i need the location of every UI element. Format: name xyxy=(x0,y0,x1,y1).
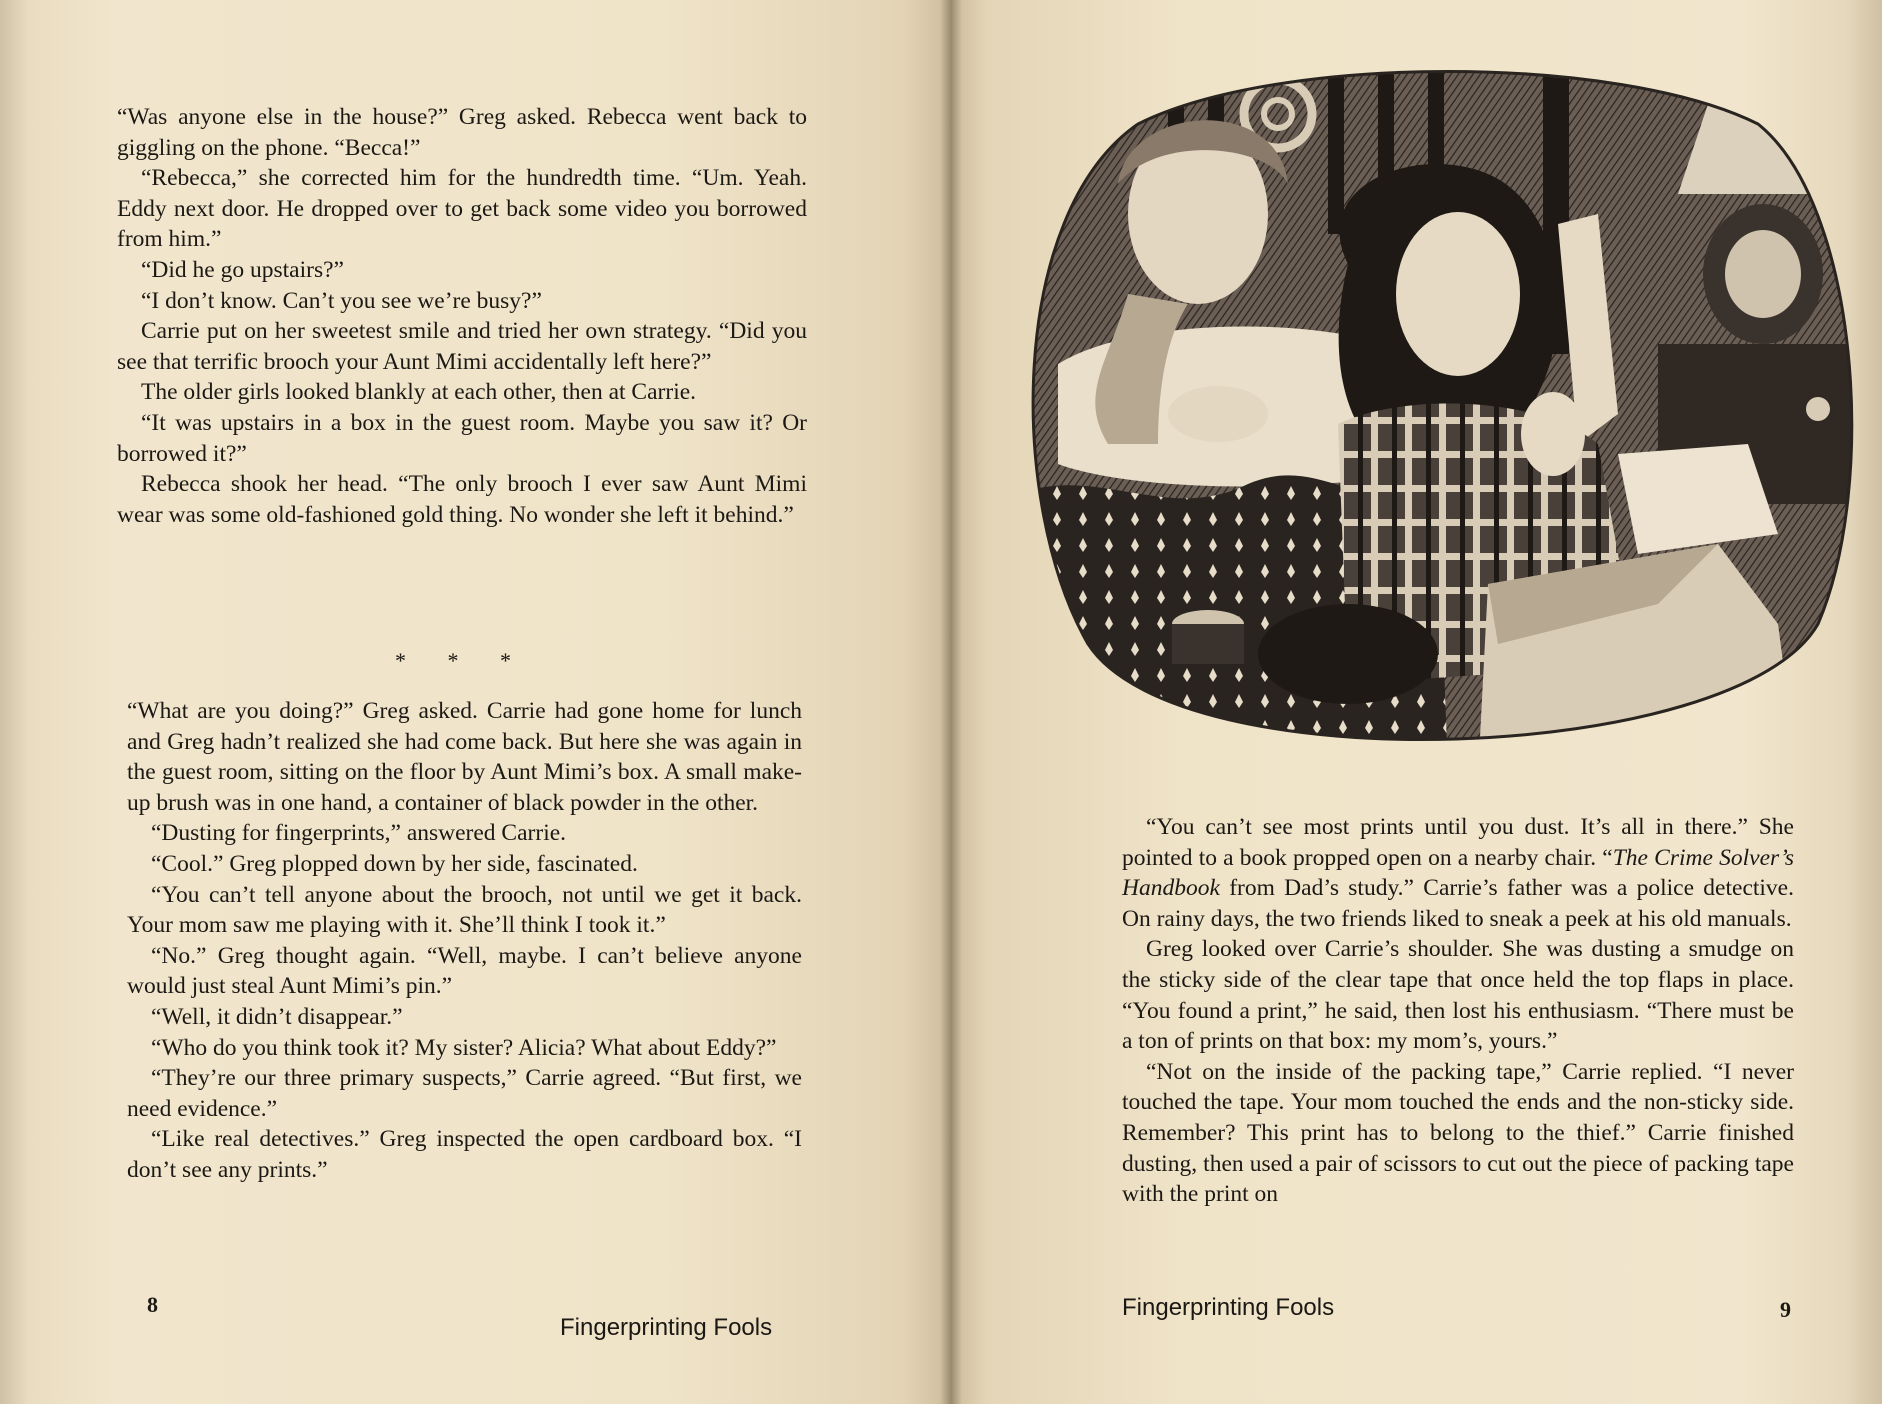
paragraph: “I don’t know. Can’t you see we’re busy?” xyxy=(141,287,542,314)
paragraph: “It was upstairs in a box in the guest room. Maybe you saw it? Or borrowed it?” xyxy=(117,409,807,467)
illustration xyxy=(1018,64,1864,776)
book-title: The Crime Solver’s Handbook xyxy=(1122,844,1794,902)
paragraph: “Cool.” Greg plopped down by her side, fascinated. xyxy=(151,850,638,877)
paragraph: “No.” Greg thought again. “Well, maybe. I can’t believe anyone would just steal Aunt Mimi’s pin.” xyxy=(127,942,802,1000)
paragraph: Greg looked over Carrie’s shoulder. She was dusting a smudge on the sticky side of the clear tape that once held the top flaps in place. “You found a print,” he said, then lost his enthusiasm. “There must be a ton of prints on that box: my mom’s, yours.” xyxy=(1122,936,1794,1055)
paragraph: “Did he go upstairs?” xyxy=(141,256,344,283)
paragraph: “Like real detectives.” Greg inspected the open cardboard box. “I don’t see any prints.” xyxy=(127,1126,802,1183)
left-page-top-text xyxy=(117,102,807,530)
paragraph: “They’re our three primary suspects,” Carrie agreed. “But first, we need evidence.” xyxy=(127,1065,802,1122)
paragraph xyxy=(1122,812,1794,934)
paragraph: Carrie put on her sweetest smile and tried her own strategy. “Did you see that terrific brooch your Aunt Mimi accidentally left here?” xyxy=(117,318,807,375)
page-number-right: 9 xyxy=(1780,1297,1791,1322)
paragraph: “Not on the inside of the packing tape,” Carrie replied. “I never touched the tape. Your mom touched the ends and the non-sticky side. Remember? This print has to belong to the thief.” Carrie finished dusting, then used a pair of scissors to cut out the piece of packing tape with the print on xyxy=(1122,1058,1794,1208)
paragraph-text: “You can’t see most prints until you dust. It’s all in there.” She pointed to a book propped open on a nearby chair. “ xyxy=(1122,814,1794,871)
page-number-left: 8 xyxy=(147,1292,158,1317)
scene-break: * * * xyxy=(395,648,529,673)
girls-with-box-illustration xyxy=(1018,64,1864,776)
running-title-right: Fingerprinting Fools xyxy=(1122,1294,1335,1321)
paragraph: “Dusting for fingerprints,” answered Carrie. xyxy=(151,820,567,847)
paragraph: “Rebecca,” she corrected him for the hundredth time. “Um. Yeah. Eddy next door. He dropped over to get back some video you borrowed from him.” xyxy=(117,165,807,253)
paragraph: “You can’t tell anyone about the brooch, not until we get it back. Your mom saw me playing with it. She’ll think I took it.” xyxy=(127,881,802,939)
paragraph: “Who do you think took it? My sister? Alicia? What about Eddy?” xyxy=(151,1034,777,1061)
paragraph: “What are you doing?” Greg asked. Carrie had gone home for lunch and Greg hadn’t realized she had come back. But here she was again in the guest room, sitting on the floor by Aunt Mimi’s box. A small make-up brush was in one hand, a container of black powder in the other. xyxy=(127,698,802,816)
paragraph: The older girls looked blankly at each other, then at Carrie. xyxy=(141,379,697,406)
running-title-left: Fingerprinting Fools xyxy=(560,1314,773,1341)
book-gutter xyxy=(940,0,962,1404)
left-page-bottom-text xyxy=(127,696,802,1186)
paragraph: “Was anyone else in the house?” Greg asked. Rebecca went back to giggling on the phone. “Becca!” xyxy=(117,104,807,161)
paragraph: “Well, it didn’t disappear.” xyxy=(151,1003,403,1030)
paragraph: Rebecca shook her head. “The only brooch I ever saw Aunt Mimi wear was some old-fashioned gold thing. No wonder she left it behind.” xyxy=(117,471,807,528)
right-page-text xyxy=(1122,812,1794,1210)
right-page xyxy=(950,0,1882,1404)
paragraph-text: from Dad’s study.” Carrie’s father was a police detective. On rainy days, the two friends liked to sneak a peek at his old manuals. xyxy=(1122,875,1794,932)
